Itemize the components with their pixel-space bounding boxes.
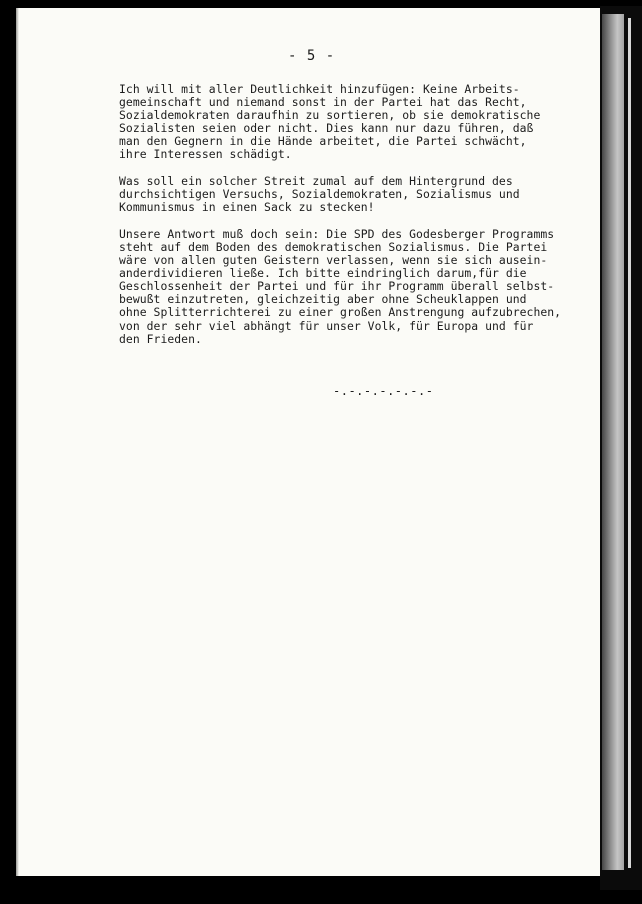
document-page [16,8,600,876]
text-line: man den Gegnern in die Hände arbeitet, die Partei schwächt, [119,134,527,149]
page-number: - 5 - [288,48,336,64]
text-line: von der sehr viel abhängt für unser Volk, für Europa und für [119,318,534,333]
closing-divider: -.-.-.-.-.-.- [333,384,434,398]
binding-edge-line [628,18,631,868]
text-line: den Frieden. [119,331,202,346]
paragraph-2 [119,175,605,214]
text-line: wäre von allen guten Geistern verlassen, wenn sie sich ausein- [119,253,548,268]
body-text [119,83,605,359]
text-line: Was soll ein solcher Streit zumal auf dem Hintergrund des [119,174,513,189]
text-line: anderdividieren ließe. Ich bitte eindringlich darum,für die [119,266,527,281]
text-line: gemeinschaft und niemand sonst in der Partei hat das Recht, [119,95,527,110]
text-line: Ich will mit aller Deutlichkeit hinzufügen: Keine Arbeits- [119,82,520,96]
text-line: steht auf dem Boden des demokratischen Sozialismus. Die Partei [119,239,548,254]
text-line: Kommunismus in einen Sack zu stecken! [119,200,375,215]
text-line: ihre Interessen schädigt. [119,147,292,162]
text-line: Unsere Antwort muß doch sein: Die SPD des Godesberger Programms [119,226,555,241]
text-line: ohne Splitterrichterei zu einer großen Anstrengung aufzubrechen, [119,305,562,320]
text-line: Sozialdemokraten daraufhin zu sortieren, ob sie demokratische [119,108,541,123]
paragraph-3 [119,228,605,346]
text-line: durchsichtigen Versuchs, Sozialdemokraten, Sozialismus und [119,187,520,202]
binding-edge [602,14,624,870]
paragraph-1 [119,83,605,162]
text-line: bewußt einzutreten, gleichzeitig aber ohne Scheuklappen und [119,292,527,307]
text-line: Sozialisten seien oder nicht. Dies kann nur dazu führen, daß [119,121,534,136]
text-line: Geschlossenheit der Partei und für ihr Programm überall selbst- [119,279,555,294]
